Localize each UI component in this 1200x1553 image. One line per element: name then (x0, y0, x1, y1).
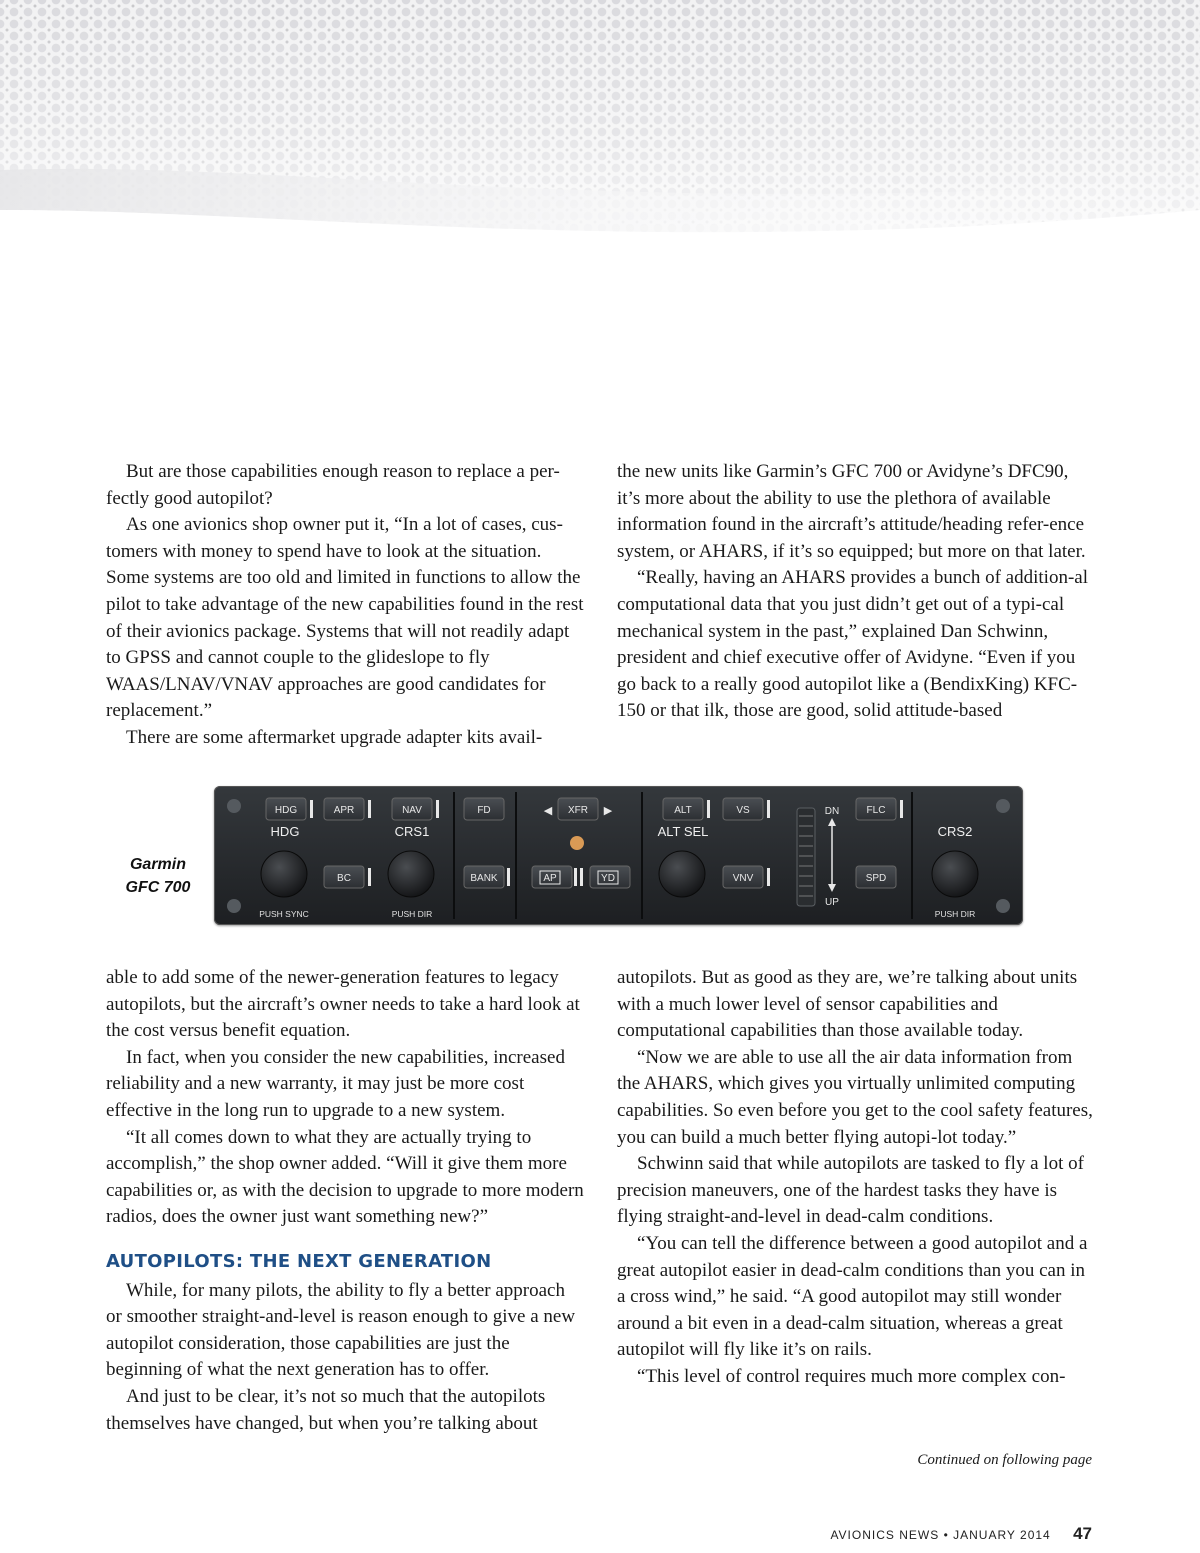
alt-button[interactable] (663, 798, 710, 820)
nav-button[interactable] (392, 798, 439, 820)
paragraph: “You can tell the difference between a good autopilot and a great autopilot easier in dead-calm conditions than you can in a cross wind,” he said. “A good autopilot may still wonder around a bit even in a dead-calm situation, whereas a great autopilot will fly like it’s on rails. (617, 1232, 1088, 1361)
xfr-button[interactable] (558, 798, 598, 820)
crs1-knob-label: CRS1 (394, 824, 430, 839)
panel-drawing (214, 786, 1023, 925)
column-right-bottom (617, 965, 1095, 1391)
arrow-left-icon: ◀ (543, 805, 553, 817)
xfr-button-label: XFR (568, 805, 588, 816)
column-left-top (106, 459, 584, 752)
flc-button-label: FLC (866, 805, 886, 816)
screw-icon (996, 899, 1010, 913)
section-heading: AUTOPILOTS: THE NEXT GENERATION (106, 1250, 492, 1272)
spd-button-label: SPD (865, 873, 887, 884)
yd-button-label: YD (601, 873, 615, 884)
continued-note: Continued on following page (917, 1452, 1092, 1468)
screw-icon (996, 799, 1010, 813)
vs-button-label: VS (736, 805, 750, 816)
crs1-knob[interactable] (388, 851, 434, 897)
paragraph: the new units like Garmin’s GFC 700 or Avidyne’s DFC90, it’s more about the ability to use the plethora of available information found in the aircraft’s attitude/heading refer-ence system, or AHARS, if it’s so equipped; but more on that later. (617, 461, 1086, 562)
bc-button-label: BC (337, 873, 351, 884)
caption-line-2: GFC 700 (125, 879, 191, 896)
paragraph: able to add some of the newer-generation features to legacy autopilots, but the aircraft’s owner needs to take a hard look at the cost versus benefit equation. (106, 967, 580, 1042)
paragraph: While, for many pilots, the ability to fly a better approach or smoother straight-and-level is reason enough to give a new autopilot consideration, those capabilities are just the beginning of what the next generation has to offer. (106, 1279, 576, 1381)
paragraph: Schwinn said that while autopilots are tasked to fly a lot of precision maneuvers, one of the hardest tasks they have is flying straight-and-level in dead-calm conditions. (617, 1153, 1084, 1228)
paragraph: “Now we are able to use all the air data information from the AHARS, which gives you virtually unlimited computing capabilities. So even before you get to the cool safety features, you can build a much better flying autopi-lot today.” (617, 1046, 1093, 1148)
apr-button-label: APR (333, 805, 355, 816)
screw-icon (227, 899, 241, 913)
page-footer (760, 1524, 1092, 1544)
push-dir-label: PUSH DIR (934, 909, 976, 919)
publication-name: AVIONICS NEWS (830, 1528, 940, 1542)
figure-caption (118, 853, 198, 899)
screw-icon (227, 799, 241, 813)
crs2-knob-label: CRS2 (937, 824, 973, 839)
paragraph: “This level of control requires much more complex con- (637, 1365, 1066, 1387)
paragraph: And just to be clear, it’s not so much that the autopilots themselves have changed, but when you’re talking about (106, 1385, 546, 1434)
header-swoosh (0, 140, 1200, 360)
spd-button[interactable] (856, 866, 896, 888)
bank-button[interactable] (464, 866, 510, 888)
fd-button[interactable] (464, 798, 504, 820)
caption-line-1: Garmin (129, 856, 186, 873)
arrow-right-icon: ▶ (603, 805, 613, 817)
wheel-dn-label: DN (824, 806, 840, 817)
flc-button[interactable] (856, 798, 903, 820)
vs-button[interactable] (723, 798, 770, 820)
footer-bullet: • (943, 1528, 949, 1542)
issue-date: JANUARY 2014 (953, 1528, 1051, 1542)
paragraph: “It all comes down to what they are actually trying to accomplish,” the shop owner added. “Will it give them more capabilities or, as with the decision to upgrade to more modern radios, does the owner just want something new?” (106, 1126, 584, 1228)
hdg-knob-label: HDG (270, 824, 300, 839)
push-dir-label: PUSH DIR (391, 909, 433, 919)
column-left-bottom (106, 965, 584, 1437)
paragraph: In fact, when you consider the new capabilities, increased reliability and a new warranty, it may just be more cost effective in the long run to upgrade to a new system. (106, 1046, 565, 1121)
ap-annunciator-light-icon (570, 836, 584, 850)
vnv-button[interactable] (723, 866, 770, 888)
page-number: 47 (1073, 1524, 1092, 1543)
pitch-wheel[interactable] (797, 808, 815, 906)
hdg-button[interactable] (266, 798, 313, 820)
fd-button-label: FD (477, 805, 491, 816)
apr-button[interactable] (324, 798, 371, 820)
paragraph: “Really, having an AHARS provides a bunch of addition-al computational data that you just didn’t get out of a typi-cal mechanical system in the past,” explained Dan Schwinn, president and chief executive offer of Avidyne. “Even if you go back to a really good autopilot like a (BendixKing) KFC-150 or that ilk, those are good, solid attitude-based (617, 567, 1088, 722)
hdg-button-label: HDG (274, 805, 298, 816)
nav-button-label: NAV (402, 805, 422, 816)
push-sync-label: PUSH SYNC (259, 909, 309, 919)
paragraph: But are those capabilities enough reason to replace a per-fectly good autopilot? (106, 461, 560, 509)
bank-button-label: BANK (470, 873, 498, 884)
ap-button-label: AP (543, 873, 557, 884)
autopilot-panel-image (214, 786, 1023, 925)
column-right-top (617, 459, 1095, 725)
vnv-button-label: VNV (732, 873, 754, 884)
alt-sel-knob-label: ALT SEL (657, 824, 709, 839)
hdg-knob[interactable] (261, 851, 307, 897)
bc-button[interactable] (324, 866, 371, 888)
yd-button[interactable] (580, 866, 630, 888)
alt-button-label: ALT (674, 805, 692, 816)
alt-sel-knob[interactable] (659, 851, 705, 897)
ap-button[interactable] (532, 866, 577, 888)
paragraph: autopilots. But as good as they are, we’re talking about units with a much lower level of sensor capabilities and computational capabilities than those available today. (617, 967, 1078, 1042)
paragraph: There are some aftermarket upgrade adapter kits avail- (126, 726, 543, 748)
crs2-knob[interactable] (932, 851, 978, 897)
wheel-up-label: UP (825, 897, 839, 908)
paragraph: As one avionics shop owner put it, “In a lot of cases, cus-tomers with money to spend have to look at the situation. Some systems are too old and limited in functions to allow the pilot to take advantage of the new capabilities found in the rest of their avionics package. Systems that will not readily adapt to GPSS and cannot couple to the glideslope to fly WAAS/LNAV/VNAV approaches are good candidates for replacement.” (106, 514, 584, 722)
